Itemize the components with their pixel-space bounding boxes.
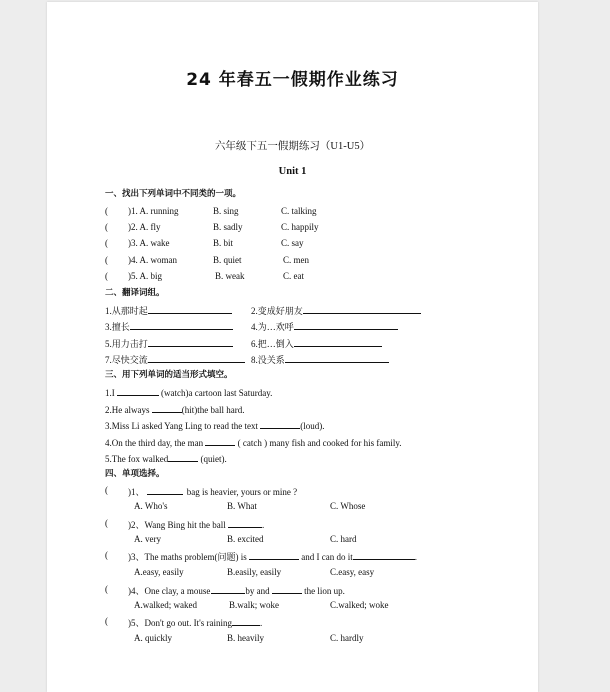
answer-blank[interactable] — [148, 304, 232, 314]
answer-paren: ( — [105, 518, 108, 528]
question-text: (loud). — [300, 421, 325, 431]
option-a[interactable]: A. Who's — [134, 501, 168, 511]
fill-blank-question — [105, 419, 324, 432]
answer-blank[interactable] — [303, 304, 421, 314]
translation-item — [251, 337, 382, 350]
item-option-c: C. say — [281, 238, 304, 248]
answer-paren: ( — [105, 271, 108, 281]
question-text: the lion up. — [304, 586, 345, 596]
section-4-heading: 四、单项选择。 — [105, 469, 165, 479]
answer-paren: ( — [105, 238, 108, 248]
question-text: )1、 — [128, 487, 145, 497]
question-text: . — [259, 618, 263, 628]
question-stem — [128, 584, 345, 597]
answer-blank[interactable] — [294, 320, 398, 330]
section-2-heading: 二、翻译词组。 — [105, 288, 165, 298]
translation-prompt: 2.变成好朋友 — [251, 306, 303, 316]
item-option-c: C. happily — [281, 222, 319, 232]
option-b[interactable]: B. excited — [227, 534, 264, 544]
option-b[interactable]: B. What — [227, 501, 257, 511]
fill-blank-question — [105, 436, 402, 449]
item-option-c: C. men — [283, 255, 309, 265]
translation-item — [105, 337, 233, 350]
translation-item — [251, 320, 398, 333]
document-title: 24 年春五一假期作业练习 — [186, 70, 399, 90]
item-option-a: )3. A. wake — [128, 238, 170, 248]
item-option-a: )1. A. running — [128, 206, 179, 216]
answer-blank[interactable] — [205, 436, 235, 446]
answer-blank[interactable] — [228, 518, 265, 530]
question-stem — [128, 518, 264, 531]
question-text: )5、Don't go out. It's raining — [128, 618, 232, 628]
answer-blank[interactable] — [249, 550, 299, 560]
question-text: by and — [245, 586, 270, 596]
question-text: 1.I — [105, 388, 115, 398]
option-a[interactable]: A.easy, easily — [134, 567, 184, 577]
option-c[interactable]: C.walked; woke — [330, 600, 389, 610]
translation-prompt: 1.从那时起 — [105, 306, 148, 316]
option-a[interactable]: A. quickly — [134, 633, 172, 643]
question-stem — [128, 550, 417, 563]
answer-blank[interactable] — [232, 616, 263, 628]
answer-blank[interactable] — [353, 550, 415, 560]
fill-blank-question — [105, 386, 272, 399]
item-option-b: B. sadly — [213, 222, 243, 232]
answer-blank[interactable] — [148, 353, 245, 363]
option-a[interactable]: A. very — [134, 534, 161, 544]
question-text: and I can do it — [301, 552, 353, 562]
answer-blank[interactable] — [130, 320, 233, 330]
answer-blank[interactable] — [147, 485, 183, 495]
translation-item — [251, 353, 389, 366]
item-option-a: )5. A. big — [128, 271, 163, 281]
option-b[interactable]: B.walk; woke — [229, 600, 279, 610]
answer-blank[interactable] — [294, 337, 382, 347]
answer-paren: ( — [105, 485, 108, 495]
translation-prompt: 5.用力击打 — [105, 339, 148, 349]
item-option-a: )4. A. woman — [128, 255, 177, 265]
answer-blank[interactable] — [117, 386, 159, 396]
answer-blank[interactable] — [260, 419, 300, 429]
answer-blank[interactable] — [152, 403, 182, 413]
answer-paren: ( — [105, 206, 108, 216]
item-option-c: C. talking — [281, 206, 317, 216]
translation-item — [105, 353, 245, 366]
question-text: 5.The fox walked — [105, 454, 169, 464]
fill-blank-question — [105, 403, 244, 416]
answer-paren: ( — [105, 584, 108, 594]
translation-item — [105, 320, 233, 333]
question-text: )4、One clay, a mouse — [128, 586, 211, 596]
question-text: )2、Wang Bing hit the ball — [128, 520, 226, 530]
question-text: 2.He always — [105, 405, 150, 415]
translation-item — [105, 304, 232, 317]
question-text: (hit)the ball hard. — [181, 405, 245, 415]
translation-item — [251, 304, 421, 317]
question-text: 4.On the third day, the man — [105, 438, 204, 448]
option-c[interactable]: C. Whose — [330, 501, 366, 511]
item-option-a: )2. A. fly — [128, 222, 161, 232]
document-subtitle: 六年级下五一假期练习（U1-U5） — [214, 141, 371, 152]
translation-prompt: 6.把…倒入 — [251, 339, 294, 349]
option-c[interactable]: C. hardly — [330, 633, 364, 643]
translation-prompt: 7.尽快交流 — [105, 355, 148, 365]
option-a[interactable]: A.walked; waked — [134, 600, 197, 610]
option-c[interactable]: C.easy, easy — [330, 567, 375, 577]
section-3-heading: 三、用下列单词的适当形式填空。 — [105, 370, 233, 380]
answer-paren: ( — [105, 255, 108, 265]
question-text: . — [262, 520, 265, 530]
option-b[interactable]: B. heavily — [227, 633, 264, 643]
question-text: )3、The maths problem(问题) is — [128, 552, 247, 562]
answer-paren: ( — [105, 222, 108, 232]
item-option-b: B. quiet — [213, 255, 242, 265]
section-1-heading: 一、找出下列单词中不同类的一项。 — [105, 189, 242, 199]
option-c[interactable]: C. hard — [330, 534, 357, 544]
question-text: . — [414, 552, 417, 562]
question-text: (watch)a cartoon last Saturday. — [161, 388, 273, 398]
document-page — [47, 2, 538, 692]
item-option-b: B. sing — [213, 206, 239, 216]
question-text: ( catch ) many fish and cooked for his family. — [237, 438, 402, 448]
question-text: bag is heavier, yours or mine ? — [186, 487, 298, 497]
item-option-b: B. bit — [213, 238, 234, 248]
answer-blank[interactable] — [285, 353, 389, 363]
question-stem — [128, 616, 262, 629]
option-b[interactable]: B.easily, easily — [227, 567, 282, 577]
translation-prompt: 8.没关系 — [251, 355, 285, 365]
answer-blank[interactable] — [168, 452, 198, 462]
answer-blank[interactable] — [148, 337, 233, 347]
unit-heading: Unit 1 — [278, 166, 307, 177]
fill-blank-question — [105, 452, 227, 465]
answer-paren: ( — [105, 616, 108, 626]
translation-prompt: 3.擅长 — [105, 322, 130, 332]
question-text: (quiet). — [200, 454, 227, 464]
translation-prompt: 4.为…欢呼 — [251, 322, 294, 332]
question-text: 3.Miss Li asked Yang Ling to read the text — [105, 421, 258, 431]
question-stem — [128, 485, 297, 498]
answer-blank[interactable] — [211, 584, 245, 594]
answer-paren: ( — [105, 550, 108, 560]
answer-blank[interactable] — [272, 584, 302, 594]
item-option-b: B. weak — [215, 271, 245, 281]
item-option-c: C. eat — [283, 271, 304, 281]
